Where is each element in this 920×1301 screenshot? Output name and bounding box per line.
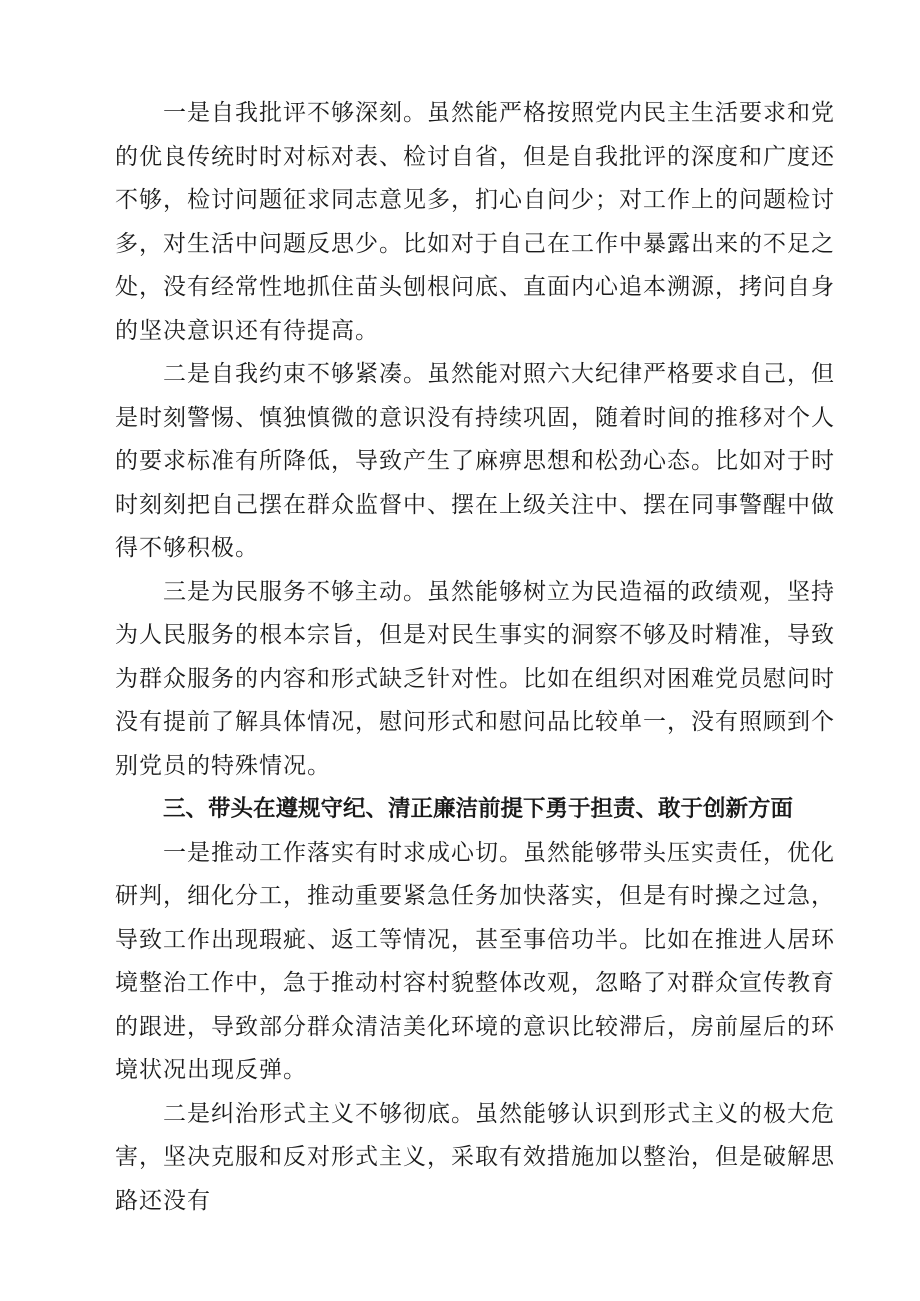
section-heading: 三、带头在遵规守纪、清正廉洁前提下勇于担责、敢于创新方面 (163, 796, 794, 822)
paragraph-formalism: 二是纠治形式主义不够彻底。虽然能够认识到形式主义的极大危害，坚决克服和反对形式主义，采取有效措施加以整治，但是破解思路还没有 (115, 1100, 835, 1214)
paragraph-self-discipline: 二是自我约束不够紧凑。虽然能对照六大纪律严格要求自己，但是时刻警惕、慎独慎微的意识没有持续巩固，随着时间的推移对个人的要求标准有所降低，导致产生了麻痹思想和松劲心态。比如对于时时刻刻把自己摆在群众监督中、摆在上级关注中、摆在同事警醒中做得不够积极。 (115, 361, 835, 561)
paragraph-self-criticism: 一是自我批评不够深刻。虽然能严格按照党内民主生活要求和党的优良传统时时对标对表、检讨自省，但是自我批评的深度和广度还不够，检讨问题征求同志意见多，扪心自问少；对工作上的问题检讨多，对生活中问题反思少。比如对于自己在工作中暴露出来的不足之处，没有经常性地抓住苗头刨根问底、直面内心追本溯源，拷问自身的坚决意识还有待提高。 (115, 100, 835, 344)
paragraph-public-service: 三是为民服务不够主动。虽然能够树立为民造福的政绩观，坚持为人民服务的根本宗旨，但是对民生事实的洞察不够及时精准，导致为群众服务的内容和形式缺乏针对性。比如在组织对困难党员慰问时没有提前了解具体情况，慰问形式和慰问品比较单一，没有照顾到个别党员的特殊情况。 (115, 578, 835, 779)
document-page (115, 92, 835, 1223)
paragraph-work-implementation: 一是推动工作落实有时求成心切。虽然能够带头压实责任，优化研判，细化分工，推动重要紧急任务加快落实，但是有时操之过急，导致工作出现瑕疵、返工等情况，甚至事倍功半。比如在推进人居环境整治工作中，急于推动村容村貌整体改观，忽略了对群众宣传教育的跟进，导致部分群众清洁美化环境的意识比较滞后，房前屋后的环境状况出现反弹。 (115, 839, 835, 1083)
